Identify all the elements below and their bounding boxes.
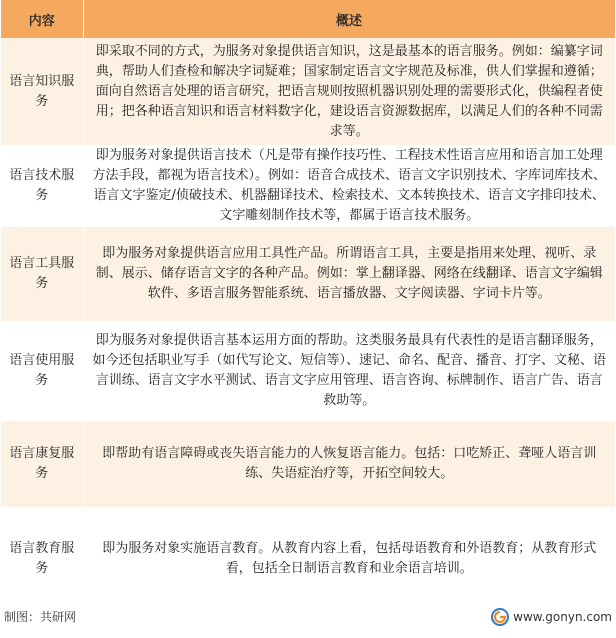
row-description: 即为服务对象提供语言应用工具性产品。所谓语言工具，主要是指用来处理、视听、录制、展示、储存语言文字的各种产品。例如：掌上翻译器、网络在线翻译、语言文字编辑软件、多语言服务智能系统、语言播放器、文字阅读器、字词卡片等。 [83, 227, 615, 322]
row-category: 语言工具服务 [1, 227, 83, 322]
table-row [1, 508, 615, 610]
footer [4, 606, 614, 630]
header-overview: 概述 [83, 0, 615, 38]
row-description: 即帮助有语言障碍或丧失语言能力的人恢复语言能力。包括：口吃矫正、聋哑人语言训练、失语症治疗等，开拓空间较大。 [83, 421, 615, 508]
table-row [1, 421, 615, 508]
brand-logo [491, 606, 612, 628]
row-category: 语言使用服务 [1, 322, 83, 421]
table-row [1, 322, 615, 421]
table-row [1, 146, 615, 227]
source-credit: 制图：共研网 [4, 610, 77, 624]
row-category: 语言技术服务 [1, 146, 83, 227]
row-category: 语言知识服务 [1, 38, 83, 146]
header-content: 内容 [1, 0, 83, 38]
row-description: 即为服务对象实施语言教育。从教育内容上看，包括母语教育和外语教育；从教育形式看，包括全日制语言教育和业余语言培训。 [83, 508, 615, 610]
table-row [1, 38, 615, 146]
table-header-row [1, 0, 615, 38]
row-category: 语言教育服务 [1, 508, 83, 610]
table-row [1, 227, 615, 322]
row-description: 即采取不同的方式，为服务对象提供语言知识，这是最基本的语言服务。例如：编纂字词典，帮助人们查检和解决字词疑难；国家制定语言文字规范及标准，供人们掌握和遵循；面向自然语言处理的语言研究，把语言规则按照机器识别处理的需要形式化，供编程者使用；把各种语言知识和语言材料数字化，建设语言资源数据库，以满足人们的各种不同需求等。 [83, 38, 615, 146]
brand-url: www.gonyn.com [513, 610, 612, 624]
gonyn-logo-icon [491, 608, 509, 626]
row-description: 即为服务对象提供语言技术（凡是带有操作技巧性、工程技术性语言应用和语言加工处理方法手段，都视为语言技术）。例如：语音合成技术、语言文字识别技术、字库词库技术、语言文字鉴定/侦破技术、机器翻译技术、检索技术、文本转换技术、语言文字排印技术、文字雕刻制作技术等，都属于语言技术服务。 [83, 146, 615, 227]
language-services-table [1, 0, 616, 610]
row-category: 语言康复服务 [1, 421, 83, 508]
row-description: 即为服务对象提供语言基本运用方面的帮助。这类服务最具有代表性的是语言翻译服务，如今还包括职业写手（如代写论文、短信等）、速记、命名、配音、播音、打字、文秘、语言训练、语言文字水平测试、语言文字应用管理、语言咨询、标牌制作、语言广告、语言救助等。 [83, 322, 615, 421]
